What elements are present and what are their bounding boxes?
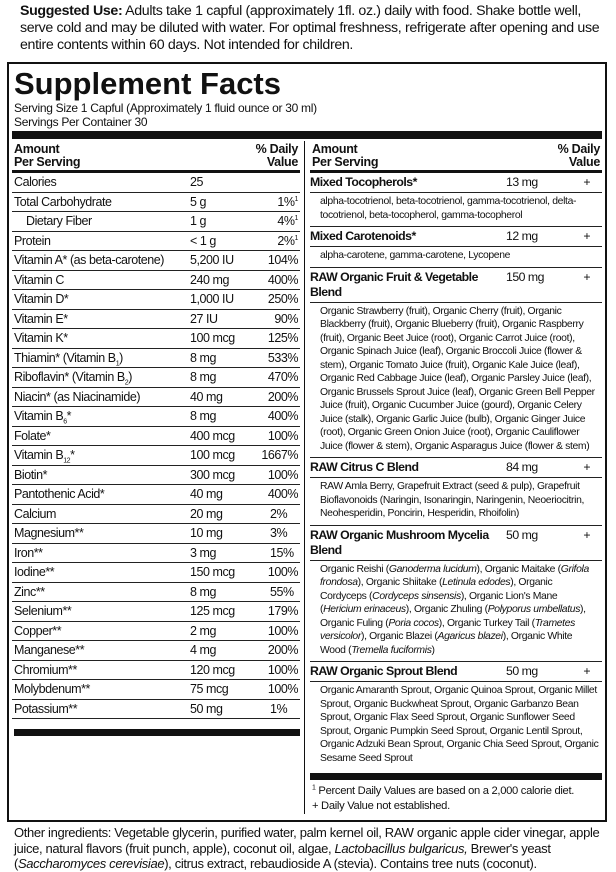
- nutrient-name: [14, 349, 190, 368]
- subscript: 1: [115, 360, 120, 367]
- text-segment: alpha-tocotrienol, beta-tocotrienol, gamma-tocotrienol, delta-tocotrienol, beta-tocopherol, gamma-tocopherol: [320, 196, 577, 221]
- blend-header: [310, 173, 602, 193]
- serving-size: Serving Size 1 Capful (Approximately 1 fluid ounce or 30 ml): [14, 101, 317, 115]
- nutrient-amount: 8 mg: [190, 409, 216, 423]
- daily-value-text: 100%: [267, 662, 298, 677]
- footnote-2: + Daily Value not established.: [312, 800, 450, 812]
- blend-daily-value: +: [583, 664, 590, 678]
- text-segment: alpha-carotene, gamma-carotene, Lycopene: [320, 250, 511, 261]
- thick-divider: [12, 131, 602, 139]
- text-segment: Organic Reishi (: [320, 563, 389, 575]
- daily-value: [256, 641, 298, 660]
- panel-title: Supplement Facts: [14, 66, 281, 101]
- nutrient-name-text: Niacin* (as Niacinamide): [14, 389, 141, 404]
- nutrient-amount: 8 mg: [190, 350, 216, 365]
- nutrient-name-text: Potassium**: [14, 701, 78, 716]
- nutrient-row: [12, 310, 300, 330]
- right-header: [310, 141, 602, 173]
- footnote-sup: 1: [312, 784, 316, 792]
- nutrient-name: [14, 427, 190, 446]
- left-column: [12, 141, 300, 814]
- italic-text: Lactobacillus bulgaricus,: [334, 840, 468, 856]
- daily-value-text: 2%: [270, 506, 288, 521]
- nutrient-amount: 400 mcg: [190, 428, 235, 443]
- daily-value-text: 100%: [267, 428, 298, 443]
- nutrient-name: [14, 290, 190, 309]
- nutrient-row: [12, 544, 300, 564]
- nutrient-name: [14, 602, 190, 621]
- daily-value: [256, 524, 298, 543]
- nutrient-name-text: Zinc**: [14, 584, 45, 599]
- daily-value-text: 400%: [267, 409, 298, 423]
- nutrient-amount: 40 mg: [190, 389, 223, 404]
- nutrient-name: [14, 524, 190, 543]
- daily-value-text: 1667%: [261, 448, 298, 462]
- text-segment: ), citrus extract, rebaudioside A (stevia). Contains tree nuts (coconut).: [164, 856, 537, 871]
- nutrient-amount: 100 mcg: [190, 448, 235, 462]
- daily-value-text: 200%: [267, 389, 298, 404]
- daily-value: [256, 602, 298, 621]
- nutrient-name-text: Vitamin E*: [14, 311, 68, 326]
- blend-name: RAW Citrus C Blend: [310, 460, 419, 474]
- nutrient-name: [14, 446, 190, 465]
- blend-daily-value: +: [583, 175, 590, 189]
- daily-value: [256, 700, 298, 719]
- blend-daily-value: +: [583, 229, 590, 243]
- dv-header-line2: Value: [568, 155, 600, 169]
- italic-text: Grifola frondosa: [320, 563, 589, 588]
- nutrient-row: [12, 173, 300, 193]
- nutrient-name-text: Vitamin D*: [14, 292, 69, 306]
- nutrient-row: [12, 700, 300, 720]
- blend-name: RAW Organic Mushroom Mycelia Blend: [310, 527, 489, 557]
- blend-amount: 50 mg: [506, 664, 538, 678]
- nutrient-row: [12, 661, 300, 681]
- blend-group: [310, 227, 602, 268]
- nutrient-name: [14, 329, 190, 348]
- daily-value: [256, 212, 298, 231]
- daily-value-text: 90%: [274, 311, 298, 326]
- blend-group: [310, 268, 602, 459]
- daily-value-text: 1%: [270, 701, 288, 716]
- nutrient-amount: 300 mcg: [190, 467, 235, 482]
- nutrient-row: [12, 524, 300, 544]
- nutrient-name: [14, 661, 190, 680]
- daily-value-text: 3%: [270, 526, 288, 540]
- daily-value-text: 100%: [267, 467, 298, 482]
- nutrient-name-text: Vitamin C: [14, 272, 64, 287]
- text-segment: ), Organic White Wood (: [320, 631, 573, 656]
- italic-text: Saccharomyces cerevisiae: [17, 856, 165, 871]
- nutrient-name-suffix: ): [128, 370, 132, 384]
- nutrient-name-text: Calcium: [14, 506, 56, 521]
- supplement-facts-panel: [7, 62, 607, 822]
- left-header: [12, 141, 300, 173]
- italic-text: Poria cocos: [388, 617, 439, 629]
- nutrient-name: [14, 485, 190, 504]
- daily-value-text: 533%: [267, 350, 298, 365]
- nutrient-name: [14, 251, 190, 270]
- amount-header: [14, 143, 80, 169]
- daily-value: [256, 466, 298, 485]
- daily-value-text: 179%: [267, 604, 298, 618]
- italic-text: Agaricus blazei: [437, 631, 503, 642]
- nutrient-row: [12, 622, 300, 642]
- italic-text: Polyporus umbellatus: [487, 604, 581, 615]
- blend-amount: 50 mg: [506, 527, 538, 542]
- nutrient-name: [14, 388, 190, 407]
- nutrient-name: [14, 212, 190, 231]
- nutrient-row: [12, 212, 300, 232]
- blend-group: [310, 173, 602, 227]
- text-segment: Other ingredients: Vegetable glycerin, purified water, palm kernel oil, RAW organic apple cider vinegar, apple juice, natural flavors (fruit punch, apple), coconut oil, algae,: [14, 825, 600, 856]
- nutrient-name: [14, 583, 190, 602]
- nutrient-name: [14, 563, 190, 582]
- nutrient-name-text: Selenium**: [14, 604, 72, 618]
- nutrient-amount: 150 mcg: [190, 565, 235, 579]
- daily-value-text: 100%: [267, 565, 298, 579]
- nutrient-row: [12, 290, 300, 310]
- nutrient-amount: 100 mcg: [190, 331, 235, 345]
- amount-header-line2: Per Serving: [312, 155, 379, 169]
- daily-value: [256, 232, 298, 251]
- nutrient-amount: 25: [190, 175, 204, 189]
- dv-header: [558, 143, 600, 169]
- italic-text: Hericium erinaceus: [323, 604, 406, 615]
- daily-value: [256, 427, 298, 446]
- nutrient-name-text: Dietary Fiber: [26, 214, 92, 228]
- nutrient-amount: < 1 g: [190, 233, 216, 248]
- text-segment: ), Organic Zhuling (: [405, 604, 488, 615]
- daily-value-text: 2%: [277, 233, 295, 248]
- nutrient-amount: 50 mg: [190, 701, 223, 716]
- text-segment: Organic Strawberry (fruit), Organic Cherry (fruit), Organic Blackberry (fruit), Organic Blueberry (fruit), Organic Raspberry (fruit), Organic Beet Juice (root), Organic Carrot Juice (root), Organic Spinach Juice (leaf), Organic Broccoli Juice (flower & stem), Organic Tomato Juice (fruit), Organic Kale Juice (leaf), Organic Red Cabbage Juice (leaf), Organic Parsley Juice (leaf), Organic Brussels Sprout Juice (leaf), Organic Green Bell Pepper Juice (fruit), Organic Cucumber Juice (gourd), Organic Celery Juice (stalk), Organic Garlic Juice (bulb), Organic Ginger Juice (root), Organic Green Onion Juice (root), Organic Cauliflower Juice (flower & stem), Organic Asparagus Juice (flower & stem): [320, 305, 595, 452]
- nutrient-name-text: Vitamin K*: [14, 331, 68, 345]
- nutrient-name: [14, 173, 190, 192]
- nutrient-row: [12, 349, 300, 369]
- nutrient-amount: 40 mg: [190, 487, 223, 501]
- daily-value: [256, 680, 298, 699]
- nutrient-name-text: Calories: [14, 175, 57, 189]
- blend-group: [310, 662, 602, 769]
- italic-text: Letinula edodes: [442, 577, 511, 588]
- blend-daily-value: +: [583, 460, 590, 474]
- daily-value: [256, 388, 298, 407]
- daily-value-text: 100%: [267, 623, 298, 638]
- nutrient-amount: 120 mcg: [190, 662, 235, 677]
- nutrient-name: [14, 641, 190, 660]
- nutrient-name-text: Copper**: [14, 623, 62, 638]
- blend-amount: 12 mg: [506, 229, 538, 243]
- subscript: 6: [63, 418, 67, 426]
- blend-amount: 13 mg: [506, 175, 538, 189]
- daily-value: [256, 310, 298, 329]
- blend-ingredients: [310, 247, 602, 267]
- nutrient-row: [12, 368, 300, 388]
- nutrient-amount: 75 mcg: [190, 682, 229, 696]
- nutrient-name: [14, 271, 190, 290]
- daily-value: [256, 505, 298, 524]
- footnote-1-text: Percent Daily Values are based on a 2,000 calorie diet.: [315, 785, 575, 797]
- daily-value-text: 4%: [277, 214, 295, 228]
- nutrient-name-text: Thiamin* (Vitamin B: [14, 350, 116, 365]
- dv-header-line1: % Daily: [557, 142, 600, 156]
- daily-value-text: 400%: [267, 487, 298, 501]
- right-bottom-bar: [310, 773, 602, 780]
- daily-value-sup: 1: [294, 234, 298, 242]
- facts-columns: [12, 141, 602, 814]
- nutrient-row: [12, 485, 300, 505]
- italic-text: Trametes versicolor: [320, 617, 575, 642]
- nutrient-row: [12, 329, 300, 349]
- nutrient-name: [14, 544, 190, 563]
- nutrient-amount: 5,200 IU: [190, 253, 234, 267]
- nutrient-name-text: Protein: [14, 233, 51, 248]
- blend-group: [310, 526, 602, 663]
- text-segment: ), Organic Blazei (: [360, 631, 438, 642]
- daily-value-text: 1%: [277, 194, 295, 209]
- daily-value: [256, 271, 298, 290]
- amount-header-line1: Amount: [312, 142, 358, 156]
- nutrient-name: [14, 680, 190, 699]
- text-segment: ), Organic Fuling (: [320, 604, 586, 629]
- nutrient-name-text: Folate*: [14, 428, 51, 443]
- text-segment: Brewer's yeast (: [14, 840, 551, 871]
- nutrient-amount: 8 mg: [190, 370, 216, 384]
- daily-value-text: 200%: [267, 643, 298, 657]
- nutrient-amount: 10 mg: [190, 526, 223, 540]
- blend-header: [310, 227, 602, 247]
- daily-value: [256, 349, 298, 368]
- nutrient-name-suffix: ): [119, 350, 123, 365]
- nutrient-row: [12, 505, 300, 525]
- nutrient-name-text: Pantothenic Acid*: [14, 487, 105, 501]
- italic-text: Tremella fuciformis: [351, 644, 432, 656]
- blend-header: [310, 458, 602, 478]
- blend-name: Mixed Tocopherols*: [310, 175, 417, 189]
- servings-per-container: Servings Per Container 30: [14, 114, 148, 129]
- italic-text: Ganoderma lucidum: [388, 563, 477, 575]
- nutrient-row: [12, 232, 300, 252]
- nutrient-amount: 20 mg: [190, 506, 223, 521]
- daily-value: [256, 173, 298, 192]
- nutrient-name-text: Chromium**: [14, 662, 77, 677]
- nutrient-row: [12, 583, 300, 603]
- nutrient-name-text: Riboflavin* (Vitamin B: [14, 370, 125, 384]
- nutrient-name: [14, 505, 190, 524]
- nutrient-name-suffix: *: [66, 409, 72, 423]
- daily-value: [256, 661, 298, 680]
- blend-header: [310, 268, 602, 303]
- daily-value: [256, 329, 298, 348]
- text-segment: RAW Amla Berry, Grapefruit Extract (seed & pulp), Grapefruit Bioflavonoids (Naringin, Isonaringin, Naringenin, Neoeriocitrin, Neohesperidin, Poncirin, Hesperidin, Rhoifolin): [320, 481, 585, 519]
- daily-value: [256, 563, 298, 582]
- blend-header: [310, 526, 602, 561]
- text-segment: ): [431, 644, 435, 656]
- nutrient-row: [12, 446, 300, 466]
- nutrient-name: [14, 407, 190, 426]
- daily-value-text: 100%: [267, 682, 298, 696]
- nutrient-name: [14, 622, 190, 641]
- daily-value-text: 250%: [267, 292, 298, 306]
- daily-value: [256, 290, 298, 309]
- suggested-use-text: Adults take 1 capful (approximately 1fl. oz.) daily with food. Shake bottle well, serve cold and may be diluted with water. For optimal freshness, refrigerate after opening and use entire contents within 60 days. Not intended for children.: [20, 3, 600, 53]
- daily-value-sup: 1: [294, 214, 298, 222]
- daily-value-text: 400%: [267, 272, 298, 287]
- text-segment: ), Organic Maitake (: [476, 563, 561, 575]
- other-ingredients: [14, 825, 610, 872]
- nutrient-amount: 125 mcg: [190, 604, 235, 618]
- nutrient-name: [14, 193, 190, 212]
- nutrient-amount: 4 mg: [190, 643, 216, 657]
- amount-header: [312, 143, 378, 169]
- text-segment: Organic Amaranth Sprout, Organic Quinoa Sprout, Organic Millet Sprout, Organic Buckwheat Sprout, Organic Garbanzo Bean Sprout, Organic Flax Seed Sprout, Organic Sunflower Seed Sprout, Organic Pumpkin Seed Sprout, Organic Lentil Sprout, Organic Adzuki Bean Sprout, Organic Chia Seed Sprout, Organic Sesame Seed Sprout: [320, 685, 599, 764]
- blend-header: [310, 662, 602, 682]
- blend-name: RAW Organic Sprout Blend: [310, 664, 458, 678]
- nutrient-name-text: Iodine**: [14, 565, 55, 579]
- nutrient-name-text: Manganese**: [14, 643, 85, 657]
- text-segment: ), Organic Lion's Mane (: [320, 590, 558, 615]
- suggested-use-label: Suggested Use:: [20, 3, 123, 19]
- daily-value: [256, 485, 298, 504]
- blend-daily-value: +: [583, 269, 590, 284]
- nutrient-row: [12, 251, 300, 271]
- nutrient-name: [14, 700, 190, 719]
- daily-value: [256, 544, 298, 563]
- dv-header-line2: Value: [266, 155, 298, 169]
- amount-header-line2: Per Serving: [14, 155, 81, 169]
- daily-value: [256, 622, 298, 641]
- blend-ingredients: [310, 561, 602, 662]
- subscript: 2: [124, 379, 129, 387]
- text-segment: ), Organic Shiitake (: [357, 577, 443, 588]
- blend-amount: 84 mg: [506, 460, 538, 474]
- nutrient-amount: 240 mg: [190, 272, 229, 287]
- text-segment: ), Organic Turkey Tail (: [438, 617, 535, 629]
- blend-group: [310, 458, 602, 526]
- nutrient-name-text: Vitamin B: [14, 448, 64, 462]
- daily-value-text: 104%: [267, 253, 298, 267]
- nutrient-amount: 27 IU: [190, 311, 218, 326]
- blend-amount: 150 mg: [506, 269, 545, 284]
- subscript: 12: [63, 457, 71, 465]
- nutrient-amount: 3 mg: [190, 545, 216, 560]
- left-bottom-bar: [14, 729, 300, 736]
- nutrient-row: [12, 466, 300, 486]
- nutrient-amount: 5 g: [190, 194, 207, 209]
- nutrient-name-text: Vitamin A* (as beta-carotene): [14, 253, 164, 267]
- nutrient-name: [14, 466, 190, 485]
- daily-value-text: 125%: [267, 331, 298, 345]
- blend-daily-value: +: [583, 527, 590, 542]
- nutrient-name-text: Vitamin B: [14, 409, 64, 423]
- nutrient-name-text: Magnesium**: [14, 526, 84, 540]
- right-groups: [310, 173, 602, 769]
- nutrient-row: [12, 407, 300, 427]
- daily-value: [256, 251, 298, 270]
- nutrient-amount: 1,000 IU: [190, 292, 234, 306]
- footnote-1: [310, 784, 602, 799]
- daily-value-text: 470%: [267, 370, 298, 384]
- blend-ingredients: [310, 193, 602, 226]
- nutrient-name: [14, 368, 190, 387]
- nutrient-name-text: Iron**: [14, 545, 43, 560]
- nutrient-row: [12, 271, 300, 291]
- nutrient-row: [12, 680, 300, 700]
- blend-ingredients: [310, 682, 602, 769]
- nutrient-name-suffix: *: [70, 448, 75, 462]
- nutrient-amount: 2 mg: [190, 623, 216, 638]
- nutrient-row: [12, 427, 300, 447]
- dv-header: [256, 143, 298, 169]
- daily-value: [256, 368, 298, 387]
- daily-value: [256, 407, 298, 426]
- text-segment: ), Organic Cordyceps (: [320, 577, 553, 602]
- italic-text: Cordyceps sinsensis: [372, 590, 461, 602]
- right-column: [310, 141, 602, 814]
- nutrient-amount: 8 mg: [190, 584, 216, 599]
- daily-value: [256, 583, 298, 602]
- daily-value: [256, 193, 298, 212]
- blend-ingredients: [310, 478, 602, 525]
- nutrient-row: [12, 193, 300, 213]
- amount-header-line1: Amount: [14, 142, 60, 156]
- column-divider: [304, 141, 305, 814]
- nutrient-row: [12, 602, 300, 622]
- blend-name: Mixed Carotenoids*: [310, 229, 416, 243]
- nutrient-name: [14, 232, 190, 251]
- blend-ingredients: [310, 303, 602, 458]
- nutrient-name-text: Biotin*: [14, 467, 47, 482]
- daily-value-sup: 1: [294, 195, 298, 203]
- daily-value-text: 15%: [270, 545, 294, 560]
- nutrient-amount: 1 g: [190, 214, 207, 228]
- left-rows: [12, 173, 300, 719]
- nutrient-name-text: Molybdenum**: [14, 682, 90, 696]
- dv-header-line1: % Daily: [255, 142, 298, 156]
- nutrient-row: [12, 641, 300, 661]
- suggested-use: [20, 3, 610, 54]
- nutrient-row: [12, 388, 300, 408]
- nutrient-name: [14, 310, 190, 329]
- daily-value: [256, 446, 298, 465]
- daily-value-text: 55%: [270, 584, 294, 599]
- nutrient-name-text: Total Carbohydrate: [14, 194, 112, 209]
- blend-name: RAW Organic Fruit & Vegetable Blend: [310, 269, 478, 299]
- nutrient-row: [12, 563, 300, 583]
